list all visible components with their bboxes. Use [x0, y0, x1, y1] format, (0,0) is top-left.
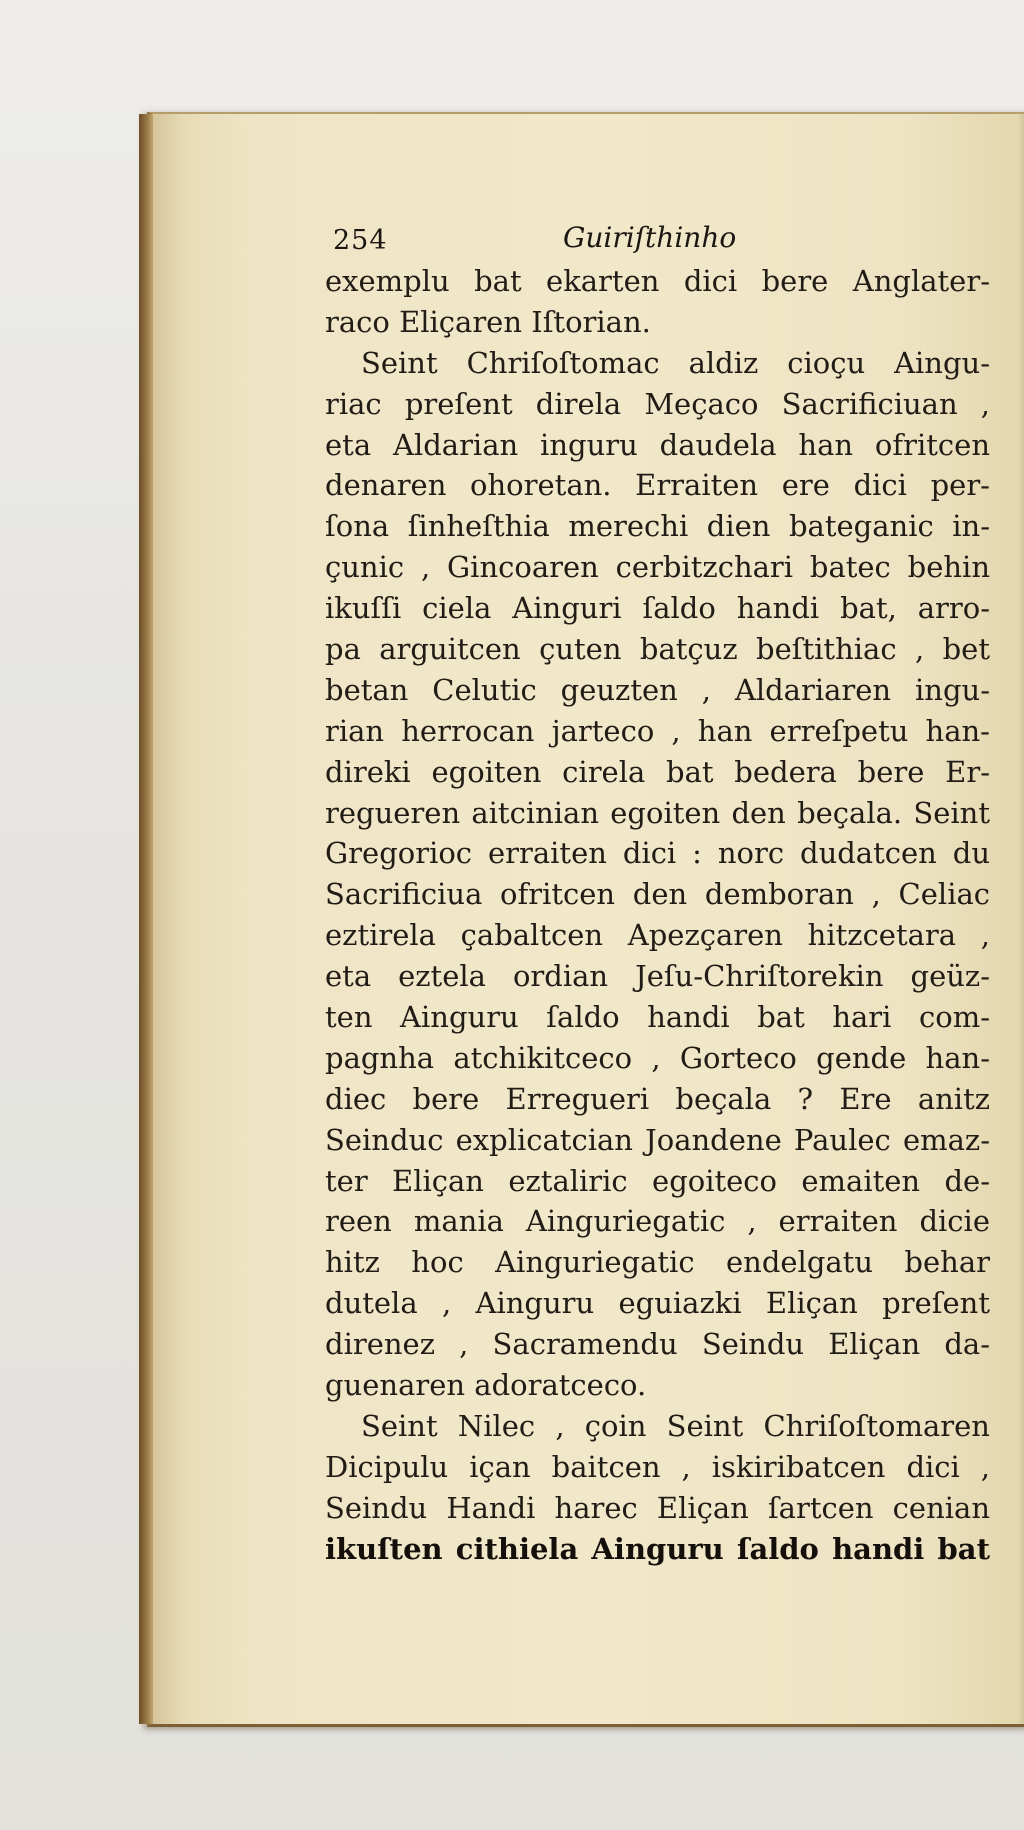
text-line: direki egoiten cirela bat bedera bere Er-: [325, 754, 990, 789]
text-line: Seindu Handi harec Eliçan ſartcen cenian: [325, 1490, 990, 1525]
text-line: eztirela çabaltcen Apezçaren hitzcetara ,: [325, 918, 990, 953]
text-line: ten Ainguru ſaldo handi bat hari com-: [325, 1000, 990, 1035]
text-line: pagnha atchikitceco , Gorteco gende han-: [325, 1040, 990, 1075]
text-line: ikuſten cithiela Ainguru ſaldo handi bat: [325, 1531, 990, 1566]
page-edge: [139, 114, 153, 1724]
text-line: eta eztela ordian Jeſu-Chriſtorekin geüz-: [325, 959, 990, 994]
page-number: 254: [333, 225, 388, 256]
text-line: Seinduc explicatcian Joandene Paulec emaz-: [325, 1122, 990, 1157]
text-line: exemplu bat ekarten dici bere Anglater-: [325, 264, 990, 298]
text-line: dutela , Ainguru eguiazki Eliçan preſent: [325, 1286, 990, 1321]
page-header: [333, 219, 853, 259]
running-head: Guiriſthinho: [563, 221, 737, 254]
text-line: diec bere Erregueri beçala ? Ere anitz: [325, 1081, 990, 1116]
text-line: ſona ſinheſthia merechi dien bateganic in-: [325, 509, 990, 544]
book-page: [147, 112, 1024, 1727]
text-line: rian herrocan jarteco , han erreſpetu han-: [325, 713, 990, 748]
text-line: Seint Nilec , çoin Seint Chriſoſtomaren: [361, 1408, 990, 1443]
text-line: Seint Chriſoſtomac aldiz cioçu Aingu-: [361, 345, 990, 380]
text-line: regueren aitcinian egoiten den beçala. Seint: [325, 795, 990, 830]
text-line: denaren ohoretan. Erraiten ere dici per-: [325, 468, 990, 503]
text-line: ter Eliçan eztaliric egoiteco emaiten de-: [325, 1163, 990, 1198]
text-line: reen mania Ainguriegatic , erraiten dicie: [325, 1204, 990, 1239]
text-line: direnez , Sacramendu Seindu Eliçan da-: [325, 1327, 990, 1362]
text-line: Gregorioc erraiten dici : norc dudatcen du: [325, 836, 990, 871]
text-line: riac preſent direla Meçaco Sacrificiuan ,: [325, 386, 990, 421]
body-text: [325, 261, 990, 1570]
text-line: raco Eliçaren Iſtorian.: [325, 304, 651, 339]
text-line: Dicipulu içan baitcen , iskiribatcen dici ,: [325, 1449, 990, 1484]
text-line: Sacrificiua ofritcen den demboran , Celiac: [325, 877, 990, 912]
text-line: eta Aldarian inguru daudela han ofritcen: [325, 427, 990, 462]
text-line: betan Celutic geuzten , Aldariaren ingu-: [325, 672, 990, 707]
text-line: pa arguitcen çuten batçuz beſtithiac , bet: [325, 632, 990, 667]
gutter-shadow: [1018, 114, 1024, 1724]
text-line: çunic , Gincoaren cerbitzchari batec behin: [325, 550, 990, 585]
text-line: hitz hoc Ainguriegatic endelgatu behar: [325, 1245, 990, 1280]
text-line: ikuſſi ciela Ainguri ſaldo handi bat, arro-: [325, 591, 990, 626]
text-line: guenaren adoratceco.: [325, 1368, 647, 1403]
